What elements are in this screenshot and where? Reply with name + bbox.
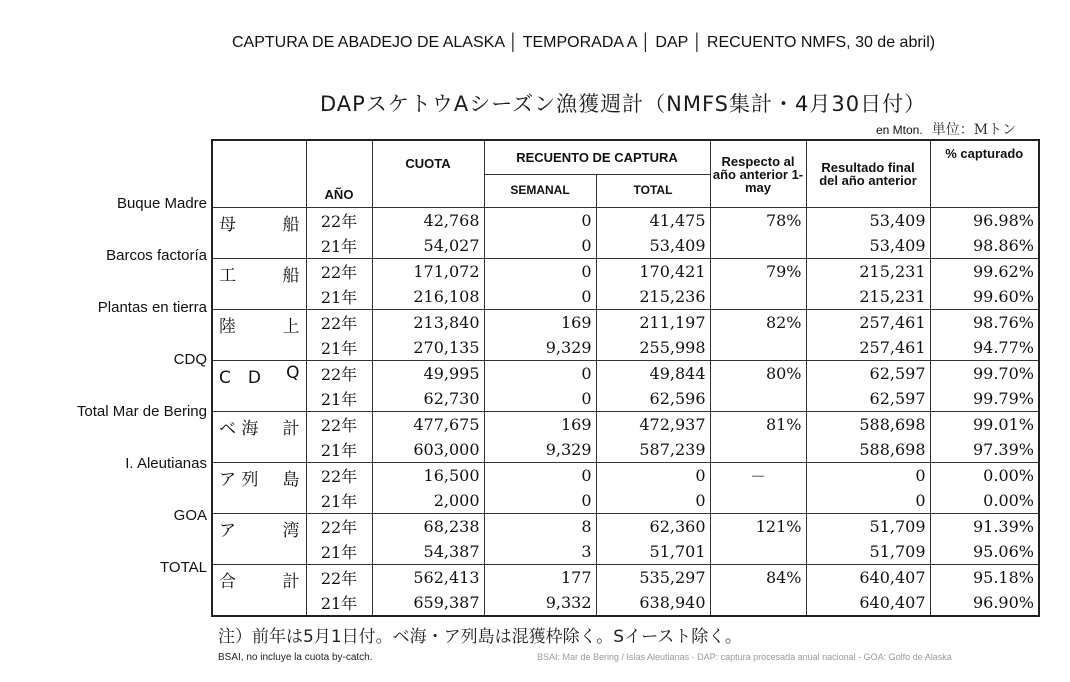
vs-prev-cell: －	[710, 463, 806, 489]
table-row	[212, 412, 1039, 438]
total-cell: 587,239	[596, 437, 710, 463]
category-jp-right: 計	[282, 419, 300, 439]
year-cell: 21年	[306, 335, 372, 361]
final-prev-cell: 257,461	[806, 335, 930, 361]
category-jp-left: ア 列	[219, 470, 259, 490]
total-cell: 211,197	[596, 310, 710, 336]
table-row	[212, 539, 1039, 565]
weekly-cell: 9,332	[484, 590, 596, 616]
quota-cell: 2,000	[372, 488, 484, 514]
quota-cell: 54,387	[372, 539, 484, 565]
table-row	[212, 284, 1039, 310]
unit-label	[876, 119, 1016, 139]
quota-cell: 603,000	[372, 437, 484, 463]
final-prev-cell: 588,698	[806, 412, 930, 438]
vs-prev-cell	[710, 437, 806, 463]
pct-cell: 99.70%	[930, 361, 1039, 387]
row-label: Plantas en tierra	[97, 299, 207, 316]
total-cell: 472,937	[596, 412, 710, 438]
catch-table	[211, 139, 1040, 617]
final-prev-cell: 0	[806, 488, 930, 514]
final-prev-cell: 53,409	[806, 233, 930, 259]
vs-prev-cell	[710, 233, 806, 259]
year-cell: 21年	[306, 488, 372, 514]
weekly-cell: 0	[484, 361, 596, 387]
category-cell	[212, 208, 306, 259]
table-row	[212, 361, 1039, 387]
year-cell: 22年	[306, 463, 372, 489]
pct-cell: 99.62%	[930, 259, 1039, 285]
total-cell: 53,409	[596, 233, 710, 259]
final-prev-cell: 640,407	[806, 565, 930, 591]
category-cell	[212, 310, 306, 361]
total-cell: 41,475	[596, 208, 710, 234]
year-cell: 21年	[306, 590, 372, 616]
quota-cell: 16,500	[372, 463, 484, 489]
total-cell: 535,297	[596, 565, 710, 591]
weekly-cell: 0	[484, 208, 596, 234]
total-cell: 215,236	[596, 284, 710, 310]
vs-prev-cell: 78%	[710, 208, 806, 234]
total-cell: 49,844	[596, 361, 710, 387]
category-jp-right: 船	[282, 215, 300, 235]
pct-cell: 97.39%	[930, 437, 1039, 463]
unit-es: en Mton.	[876, 123, 923, 137]
category-jp-left: 母	[219, 215, 236, 235]
col-year: AÑO	[306, 140, 372, 208]
weekly-cell: 0	[484, 463, 596, 489]
page-header: CAPTURA DE ABADEJO DE ALASKA │ TEMPORADA A │ DAP │ RECUENTO NMFS, 30 de abril)	[232, 34, 936, 51]
quota-cell: 171,072	[372, 259, 484, 285]
final-prev-cell: 588,698	[806, 437, 930, 463]
pct-cell: 96.98%	[930, 208, 1039, 234]
japanese-title: DAPスケトウAシーズン漁獲週計（NMFS集計・4月30日付）	[320, 92, 927, 116]
category-jp-left: 合	[219, 572, 236, 592]
weekly-cell: 0	[484, 284, 596, 310]
final-prev-cell: 53,409	[806, 208, 930, 234]
table-row	[212, 488, 1039, 514]
quota-cell: 54,027	[372, 233, 484, 259]
year-cell: 22年	[306, 208, 372, 234]
table-row	[212, 590, 1039, 616]
final-prev-cell: 62,597	[806, 361, 930, 387]
pct-cell: 0.00%	[930, 488, 1039, 514]
table-row	[212, 437, 1039, 463]
quota-cell: 477,675	[372, 412, 484, 438]
pct-cell: 96.90%	[930, 590, 1039, 616]
weekly-cell: 169	[484, 412, 596, 438]
total-cell: 638,940	[596, 590, 710, 616]
total-cell: 0	[596, 463, 710, 489]
footer-right: BSAI: Mar de Bering / Islas Aleutianas - DAP: captura procesada anual nacional - GOA: Golfo de Alaska	[537, 652, 952, 662]
year-cell: 21年	[306, 233, 372, 259]
weekly-cell: 9,329	[484, 437, 596, 463]
category-cell	[212, 463, 306, 514]
quota-cell: 62,730	[372, 386, 484, 412]
total-cell: 62,360	[596, 514, 710, 540]
quota-cell: 659,387	[372, 590, 484, 616]
weekly-cell: 0	[484, 488, 596, 514]
note: 注）前年は5月1日付。ベ海・ア列島は混獲枠除く。Sイースト除く。	[218, 627, 742, 647]
table-row	[212, 386, 1039, 412]
year-cell: 22年	[306, 514, 372, 540]
pct-cell: 0.00%	[930, 463, 1039, 489]
row-label: Buque Madre	[116, 195, 207, 212]
weekly-cell: 9,329	[484, 335, 596, 361]
col-pct: % capturado	[930, 140, 1039, 208]
vs-prev-cell	[710, 386, 806, 412]
table-row	[212, 259, 1039, 285]
category-jp-right: 島	[282, 470, 300, 490]
year-cell: 22年	[306, 412, 372, 438]
year-cell: 21年	[306, 386, 372, 412]
row-label: Total Mar de Bering	[76, 403, 207, 420]
vs-prev-cell	[710, 335, 806, 361]
year-cell: 22年	[306, 310, 372, 336]
row-label: TOTAL	[160, 559, 207, 576]
row-label: CDQ	[173, 351, 207, 368]
vs-prev-cell	[710, 539, 806, 565]
col-quota: CUOTA	[372, 140, 484, 208]
year-cell: 21年	[306, 539, 372, 565]
vs-prev-cell	[710, 284, 806, 310]
pct-cell: 98.86%	[930, 233, 1039, 259]
quota-cell: 213,840	[372, 310, 484, 336]
row-label: I. Aleutianas	[125, 455, 207, 472]
category-cell	[212, 259, 306, 310]
col-weekly: SEMANAL	[484, 174, 596, 207]
year-cell: 21年	[306, 437, 372, 463]
weekly-cell: 0	[484, 386, 596, 412]
weekly-cell: 3	[484, 539, 596, 565]
final-prev-cell: 0	[806, 463, 930, 489]
table-row	[212, 335, 1039, 361]
table-row	[212, 233, 1039, 259]
total-cell: 0	[596, 488, 710, 514]
quota-cell: 562,413	[372, 565, 484, 591]
weekly-cell: 169	[484, 310, 596, 336]
row-label: Barcos factoría	[106, 247, 207, 264]
unit-jp: 単位：Mトン	[931, 122, 1017, 138]
vs-prev-cell	[710, 590, 806, 616]
pct-cell: 99.60%	[930, 284, 1039, 310]
pct-cell: 91.39%	[930, 514, 1039, 540]
col-catch-count: RECUENTO DE CAPTURA	[484, 140, 710, 174]
quota-cell: 49,995	[372, 361, 484, 387]
final-prev-cell: 51,709	[806, 514, 930, 540]
final-prev-cell: 640,407	[806, 590, 930, 616]
pct-cell: 95.18%	[930, 565, 1039, 591]
final-prev-cell: 215,231	[806, 259, 930, 285]
pct-cell: 98.76%	[930, 310, 1039, 336]
pct-cell: 95.06%	[930, 539, 1039, 565]
total-cell: 51,701	[596, 539, 710, 565]
category-cell	[212, 361, 306, 412]
category-jp-left: 陸	[219, 317, 236, 337]
table-row	[212, 514, 1039, 540]
category-jp-right: 上	[282, 317, 300, 337]
quota-cell: 42,768	[372, 208, 484, 234]
year-cell: 22年	[306, 259, 372, 285]
col-vs-prev: Respecto al año anterior 1-may	[710, 140, 806, 208]
weekly-cell: 0	[484, 233, 596, 259]
final-prev-cell: 215,231	[806, 284, 930, 310]
final-prev-cell: 51,709	[806, 539, 930, 565]
row-label: GOA	[173, 507, 207, 524]
table-row	[212, 310, 1039, 336]
weekly-cell: 177	[484, 565, 596, 591]
year-cell: 22年	[306, 565, 372, 591]
col-category	[212, 140, 306, 208]
category-jp-left: 工	[219, 266, 236, 286]
pct-cell: 99.01%	[930, 412, 1039, 438]
category-jp-left: ベ 海	[219, 419, 259, 439]
vs-prev-cell: 81%	[710, 412, 806, 438]
category-cell	[212, 412, 306, 463]
category-jp-right: 湾	[282, 521, 300, 541]
final-prev-cell: 62,597	[806, 386, 930, 412]
category-jp-left: C D	[219, 368, 261, 388]
category-jp-right: 船	[282, 266, 300, 286]
quota-cell: 68,238	[372, 514, 484, 540]
table-row	[212, 208, 1039, 234]
category-cell	[212, 514, 306, 565]
vs-prev-cell: 80%	[710, 361, 806, 387]
pct-cell: 94.77%	[930, 335, 1039, 361]
category-jp-right: 計	[282, 572, 300, 592]
vs-prev-cell: 121%	[710, 514, 806, 540]
vs-prev-cell: 79%	[710, 259, 806, 285]
vs-prev-cell: 84%	[710, 565, 806, 591]
total-cell: 255,998	[596, 335, 710, 361]
table-row	[212, 463, 1039, 489]
quota-cell: 216,108	[372, 284, 484, 310]
total-cell: 62,596	[596, 386, 710, 412]
vs-prev-cell: 82%	[710, 310, 806, 336]
weekly-cell: 8	[484, 514, 596, 540]
col-final-prev: Resultado final del año anterior	[806, 140, 930, 208]
quota-cell: 270,135	[372, 335, 484, 361]
table-row	[212, 565, 1039, 591]
category-jp-right: Q	[286, 363, 300, 383]
col-total: TOTAL	[596, 174, 710, 207]
pct-cell: 99.79%	[930, 386, 1039, 412]
final-prev-cell: 257,461	[806, 310, 930, 336]
total-cell: 170,421	[596, 259, 710, 285]
category-jp-left: ア	[219, 521, 236, 541]
vs-prev-cell	[710, 488, 806, 514]
weekly-cell: 0	[484, 259, 596, 285]
category-cell	[212, 565, 306, 617]
year-cell: 22年	[306, 361, 372, 387]
footer-left: BSAI, no incluye la cuota by-catch.	[218, 652, 373, 663]
year-cell: 21年	[306, 284, 372, 310]
